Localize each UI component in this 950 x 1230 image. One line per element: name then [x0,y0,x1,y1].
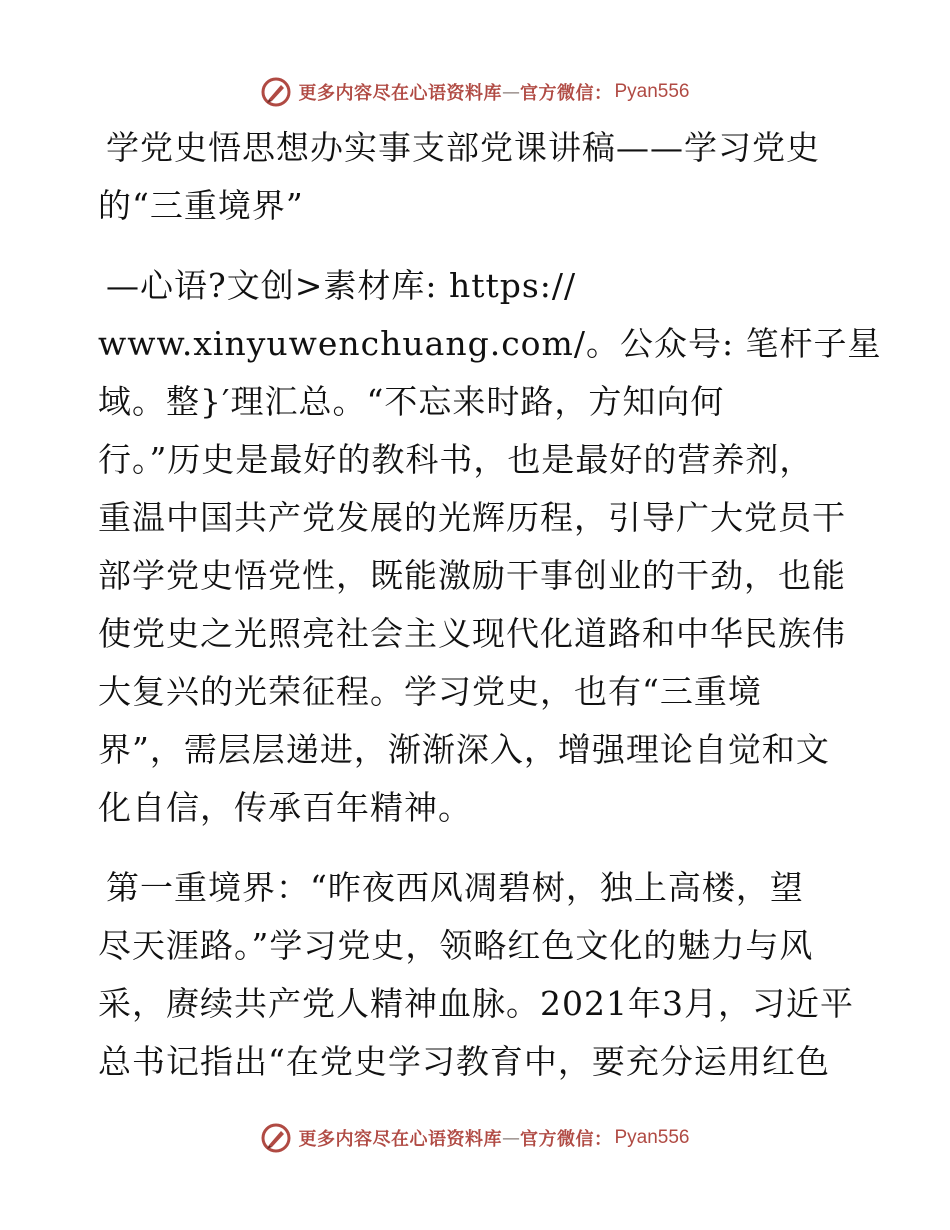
paragraph-line: www.xinyuwenchuang.com/。公众号: 笔杆子星 [98,324,882,363]
paragraph-line: 界”，需层层递进，渐渐深入，增强理论自觉和文 [98,730,830,769]
paragraph-line: 采，赓续共产党人精神血脉。2021年3月，习近平 [98,984,854,1023]
paragraph-line: 重温中国共产党发展的光辉历程，引导广大党员干 [98,498,846,537]
paragraph-line: 第一重境界：“昨夜西风凋碧树，独上高楼，望 [106,868,804,907]
paragraph-line: 化自信，传承百年精神。 [98,788,472,827]
pen-logo-icon [260,1122,292,1154]
banner-account: Pyan556 [614,81,690,102]
paragraph-1 [98,264,882,844]
paragraph-line: 尽天涯路。”学习党史，领略红色文化的魅力与风 [98,926,814,965]
paragraph-2 [98,866,858,1098]
paragraph-line: 总书记指出“在党史学习教育中，要充分运用红色 [98,1042,830,1081]
document-body [98,126,882,1098]
banner-title: 更多内容尽在心语资料库 [298,1129,502,1150]
document-title-line-1: 学党史悟思想办实事支部党课讲稿——学习党史 [106,128,820,167]
document-title-line-2: 的“三重境界” [98,186,304,225]
banner-wechat-label: 官方微信： [519,83,613,104]
paragraph-line: 使党史之光照亮社会主义现代化道路和中华民族伟 [98,614,846,653]
paragraph-line: 大复兴的光荣征程。学习党史，也有“三重境 [98,672,762,711]
banner-separator: — [501,81,520,103]
banner-account: Pyan556 [614,1127,690,1148]
pen-logo-icon [260,76,292,108]
footer-banner [0,1118,950,1158]
paragraph-line: 域。整}′理汇总。“不忘来时路，方知向何 [98,382,725,421]
banner-separator: — [501,1127,520,1149]
banner-wechat-label: 官方微信： [519,1129,613,1150]
paragraph-line: 部学党史悟党性，既能激励干事创业的干劲，也能 [98,556,846,595]
paragraph-line: —心语?文创>素材库: https:// [106,266,577,305]
paragraph-line: 行。”历史是最好的教科书，也是最好的营养剂， [98,440,814,479]
banner-title: 更多内容尽在心语资料库 [298,83,502,104]
header-banner [0,72,950,112]
